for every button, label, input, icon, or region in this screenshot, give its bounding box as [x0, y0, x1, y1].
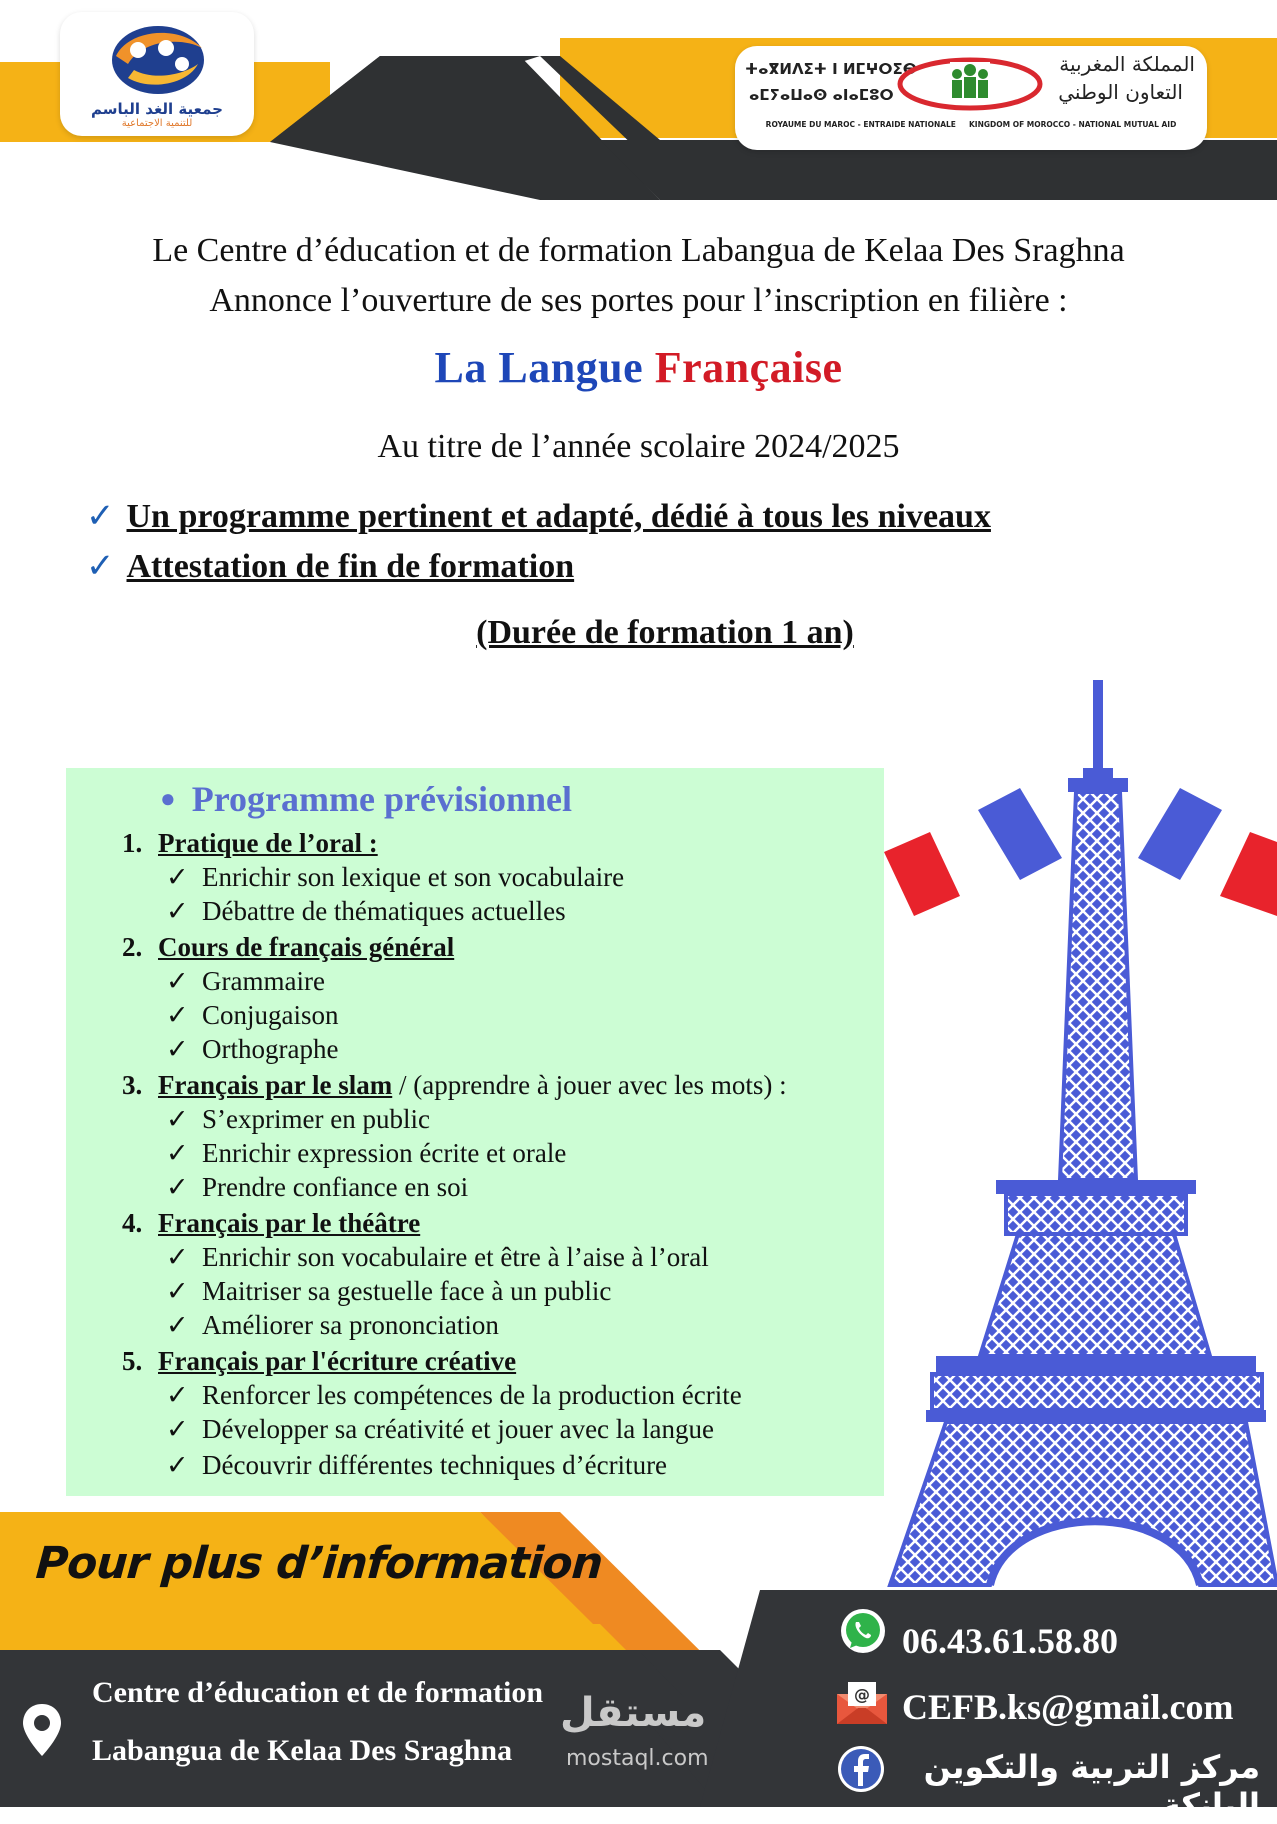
course-title [0, 342, 1277, 393]
watermark-url: mostaql.com [566, 1746, 709, 1771]
intro-line-1: Le Centre d’éducation et de formation Labangua de Kelaa Des Sraghna [152, 232, 1125, 269]
list-item [166, 1172, 468, 1203]
check-icon: ✓ [166, 896, 189, 926]
list-item [166, 1380, 742, 1411]
feature-item-1 [86, 496, 991, 536]
list-item-text: Orthographe [202, 1034, 339, 1064]
check-icon: ✓ [166, 1172, 189, 1202]
feature-text-2: Attestation de fin de formation [126, 548, 575, 585]
list-item [166, 1414, 714, 1445]
list-item [166, 1034, 338, 1065]
watermark-arabic: مستقل [560, 1690, 707, 1736]
training-duration: (Durée de formation 1 an) [476, 614, 854, 651]
section-number: 1. [122, 828, 143, 858]
facebook-icon [836, 1744, 886, 1794]
check-icon: ✓ [166, 1242, 189, 1272]
title-word-3: Française [654, 343, 843, 392]
program-section-3 [122, 1070, 787, 1101]
section-number: 2. [122, 932, 143, 962]
whatsapp-icon [838, 1606, 888, 1656]
intro-line-2: Annonce l’ouverture de ses portes pour l’inscription en filière : [209, 282, 1068, 319]
list-item-text: Développer sa créativité et jouer avec la langue [202, 1414, 714, 1444]
section-number: 5. [122, 1346, 143, 1376]
section-label: Français par l'écriture créative [158, 1346, 517, 1376]
association-logo-subtext: للتنمية الاجتماعية [121, 118, 193, 129]
kingdom-logo-tifinagh-1: ⵜⴰⴳⵍⴷⵉⵜ ⵏ ⵍⵎⵖⵔⵉⴱ [745, 60, 917, 78]
footer-title: Pour plus d’information [34, 1538, 604, 1589]
kingdom-logo-arabic-2: التعاون الوطني [1058, 80, 1183, 104]
association-logo-text: جمعية الغد الباسم [91, 100, 223, 118]
program-section-4 [122, 1208, 420, 1239]
list-item [166, 1138, 566, 1169]
section-number: 3. [122, 1070, 143, 1100]
svg-text:@: @ [854, 1685, 870, 1704]
email-icon [834, 1680, 890, 1726]
feature-item-2 [86, 546, 574, 586]
list-item-text: Renforcer les compétences de la production écrite [202, 1380, 742, 1410]
list-item [166, 1104, 430, 1135]
list-item-text: Prendre confiance en soi [202, 1172, 469, 1202]
title-word-2: Langue [498, 343, 644, 392]
section-number: 4. [122, 1208, 143, 1238]
list-item-text: Enrichir expression écrite et orale [202, 1138, 567, 1168]
section-label: Français par le slam [158, 1070, 393, 1100]
feature-text-1: Un programme pertinent et adapté, dédié à tous les niveaux [126, 498, 991, 535]
contact-email[interactable]: CEFB.ks@gmail.com [902, 1687, 1234, 1727]
list-item [166, 1000, 339, 1031]
check-icon: ✓ [86, 498, 115, 535]
list-item-text: Conjugaison [202, 1000, 339, 1030]
check-icon: ✓ [166, 1380, 189, 1410]
list-item-text: Débattre de thématiques actuelles [202, 896, 566, 926]
contact-phone[interactable]: 06.43.61.58.80 [902, 1621, 1118, 1661]
section-note: / (apprendre à jouer avec les mots) : [392, 1070, 787, 1100]
title-word-1: La [434, 343, 487, 392]
list-item [166, 966, 325, 997]
footer-address-line-1: Centre d’éducation et de formation [92, 1676, 544, 1709]
eiffel-tower-icon [880, 680, 1277, 1590]
list-item-text: Grammaire [202, 966, 325, 996]
list-item-text: Améliorer sa prononciation [202, 1310, 499, 1340]
people-emblem-icon [895, 52, 1045, 112]
program-heading-text: Programme prévisionnel [191, 779, 572, 819]
program-section-5 [122, 1346, 516, 1377]
check-icon: ✓ [166, 1450, 189, 1480]
section-label: Cours de français général [158, 932, 455, 962]
program-section-1 [122, 828, 378, 859]
section-label: Français par le théâtre [158, 1208, 421, 1238]
check-icon: ✓ [166, 862, 189, 892]
association-logo [60, 12, 254, 136]
check-icon: ✓ [166, 1000, 189, 1030]
check-icon: ✓ [166, 1276, 189, 1306]
program-section-2 [122, 932, 454, 963]
school-year: Au titre de l’année scolaire 2024/2025 [377, 428, 900, 465]
check-icon: ✓ [166, 1414, 189, 1444]
kingdom-logo-caption: ROYAUME DU MAROC - ENTRAIDE NATIONALE KINGDOM OF MOROCCO - NATIONAL MUTUAL AID [765, 120, 1177, 129]
program-heading [160, 778, 572, 820]
kingdom-logo-arabic-1: المملكة المغربية [1059, 52, 1195, 76]
list-item-text: S’exprimer en public [202, 1104, 430, 1134]
bullet-icon: ● [160, 784, 176, 813]
section-label: Pratique de l’oral : [158, 828, 378, 858]
kingdom-entraide-logo [735, 46, 1207, 150]
list-item [166, 1242, 709, 1273]
list-item-text: Découvrir différentes techniques d’écriture [202, 1450, 668, 1480]
check-icon: ✓ [166, 966, 189, 996]
list-item [166, 896, 566, 927]
list-item-text: Enrichir son lexique et son vocabulaire [202, 862, 625, 892]
list-item [166, 1450, 667, 1481]
contact-facebook[interactable]: مركز التربية والتكوين البانكة [923, 1748, 1260, 1824]
list-item-text: Enrichir son vocabulaire et être à l’aise à l’oral [202, 1242, 709, 1272]
kingdom-logo-tifinagh-2: ⴰⵎⵢⴰⵡⴰⵙ ⴰⵏⴰⵎⵓⵔ [749, 86, 894, 104]
check-icon: ✓ [166, 1034, 189, 1064]
list-item [166, 1310, 499, 1341]
list-item [166, 862, 624, 893]
check-icon: ✓ [166, 1138, 189, 1168]
association-logo-emblem-icon [98, 20, 218, 100]
check-icon: ✓ [166, 1310, 189, 1340]
check-icon: ✓ [166, 1104, 189, 1134]
location-pin-icon [20, 1702, 64, 1758]
list-item-text: Maitriser sa gestuelle face à un public [202, 1276, 612, 1306]
list-item [166, 1276, 611, 1307]
footer-address-line-2: Labangua de Kelaa Des Sraghna [92, 1734, 513, 1767]
check-icon: ✓ [86, 548, 115, 585]
